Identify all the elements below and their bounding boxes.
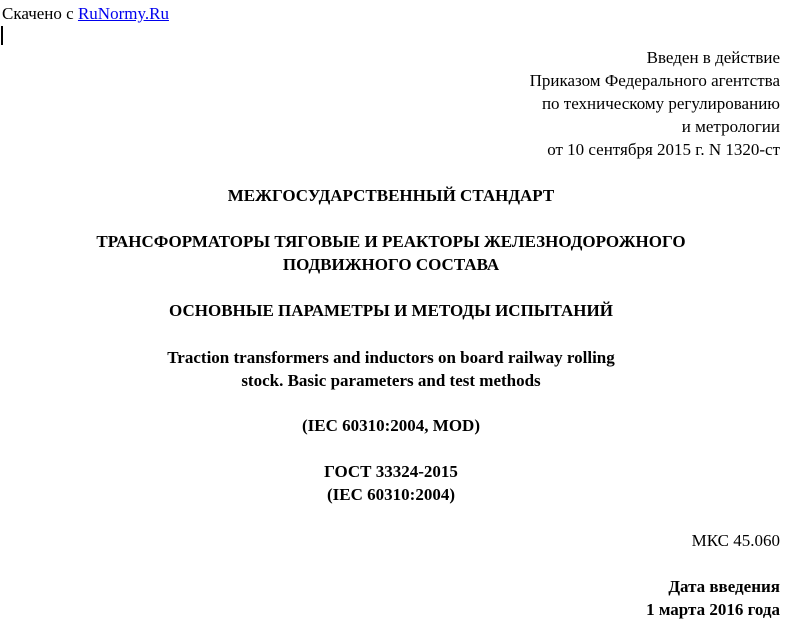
subtitle-text: ОСНОВНЫЕ ПАРАМЕТРЫ И МЕТОДЫ ИСПЫТАНИЙ: [169, 301, 613, 320]
source-prefix: Скачено с: [2, 4, 78, 23]
gost-designation: [0, 460, 782, 506]
document-subtitle: [0, 299, 782, 322]
mks-text: МКС 45.060: [691, 531, 780, 550]
standard-type-text: МЕЖГОСУДАРСТВЕННЫЙ СТАНДАРТ: [227, 186, 555, 205]
iec-mod-text: (IEC 60310:2004, MOD): [301, 416, 480, 435]
source-line: [2, 2, 169, 25]
standard-type: [0, 184, 782, 207]
decree-line: Приказом Федерального агентства: [529, 71, 780, 90]
decree-block: [530, 46, 780, 161]
title-line: ПОДВИЖНОГО СОСТАВА: [282, 255, 500, 274]
gost-number: ГОСТ 33324-2015: [324, 462, 458, 481]
decree-line: Введен в действие: [646, 48, 780, 67]
source-link[interactable]: RuNormy.Ru: [77, 4, 169, 23]
iec-reference: (IEC 60310:2004): [327, 485, 455, 504]
decree-line: по техническому регулированию: [541, 94, 780, 113]
iec-mod-reference: [0, 414, 782, 437]
text-cursor: [1, 26, 3, 45]
mks-classification: [692, 529, 780, 552]
english-title-line: Traction transformers and inductors on board railway rolling: [167, 348, 615, 367]
decree-line: от 10 сентября 2015 г. N 1320-ст: [547, 140, 780, 159]
decree-line: и метрологии: [681, 117, 780, 136]
english-title-line: stock. Basic parameters and test methods: [241, 371, 541, 390]
introduction-label: Дата введения: [668, 577, 780, 596]
title-line: ТРАНСФОРМАТОРЫ ТЯГОВЫЕ И РЕАКТОРЫ ЖЕЛЕЗНОДОРОЖНОГО: [96, 232, 686, 251]
introduction-date: 1 марта 2016 года: [646, 600, 780, 619]
document-title: [0, 230, 782, 276]
introduction-date-block: [646, 575, 780, 621]
english-title: [0, 346, 782, 392]
